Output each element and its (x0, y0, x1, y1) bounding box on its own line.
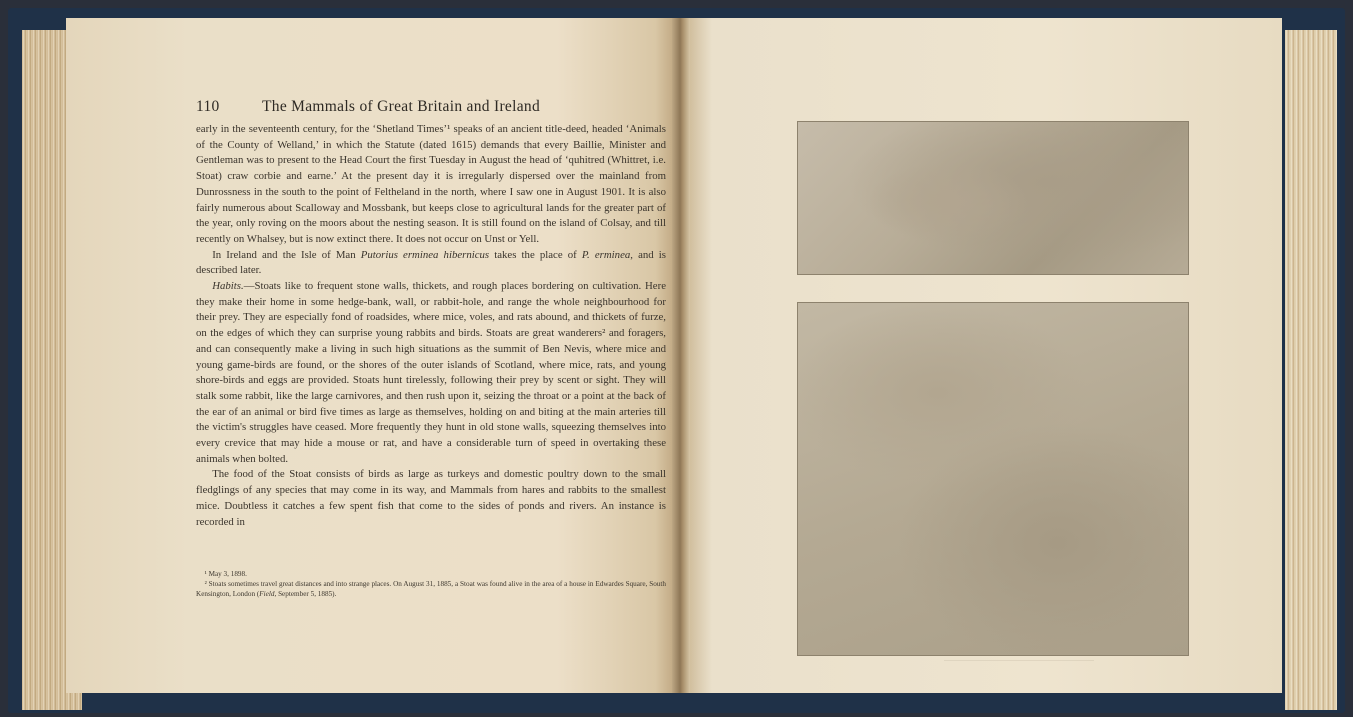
footnote-2: ² Stoats sometimes travel great distances and into strange places. On August 31, 1885, a Stoat was found alive in the area of a house in Edwardes Square, South Kensington, London (Field, September 5, 1885). (196, 580, 666, 598)
footnote-source: Field (259, 590, 275, 598)
species-name: Putorius erminea hibernicus (360, 248, 490, 261)
paragraph-1: early in the seventeenth century, for the ‘Shetland Times’¹ speaks of an ancient title-deed, headed ‘Animals of the County of Welland,’ in which the Statute (dated 1615) demands that every Baillie, Minister and Gentleman was to present to the Head Court the first Tuesday in August the head of ‘quhitred (Whittret, i.e. Stoat) craw corbie and earne.’ At the present day it is irregularly dispersed over the mainland from Dunrossness in the south to the point of Feltheland in the north, where I saw one in August 1901. It is also fairly numerous about Scalloway and Mossbank, but keeps close to agricultural lands for the greater part of the year, only roving on the moors about the nesting season. It is still found on the island of Colsay, and till recently on Whalsey, but is now extinct there. It does not occur on Unst or Yell. (196, 123, 666, 245)
species-name-2: P. erminea (581, 248, 631, 261)
body-text (196, 122, 666, 530)
running-title: The Mammals of Great Britain and Ireland (262, 98, 540, 115)
paragraph-3: Habits.—Stoats like to frequent stone walls, thickets, and rough places bordering on cultivation. Here they make their home in some hedge-bank, wall, or rabbit-hole, and range the whole neighbourhood for their prey. They are especially fond of roadsides, where mice, voles, and rats abound, and thickets of furze, on the edges of which they can surprise young rabbits and birds. Stoats are great wanderers² and foragers, and can consequently make a living in such high situations as the summit of Ben Nevis, where mice and young game-birds are found, or the shores of the outer islands of Scotland, where mice, rats, and young shore-birds and eggs are provided. Stoats hunt tirelessly, following their prey by scent or sight. They will stalk some rabbit, like the large carnivores, and then rush upon it, seizing the throat or a point at the back of the ear of an animal or bird five times as large as themselves, holding on and biting at the main arteries till the victim's struggles have ceased. More frequently they hunt in old stone walls, squeezing themselves into every crevice that may hide a mouse or rat, and have a considerable turn of speed in overtaking these animals when bolted. (196, 280, 666, 465)
stoat-plate-bottom (797, 302, 1189, 656)
page-number: 110 (196, 98, 220, 115)
plate-caption (944, 660, 1094, 679)
page-header (196, 98, 666, 116)
footnote-1: ¹ May 3, 1898. (204, 570, 247, 578)
stoat-plate-top (797, 121, 1189, 275)
habits-heading: Habits. (212, 280, 244, 293)
paragraph-4: The food of the Stoat consists of birds as large as turkeys and domestic poultry down to the small fledglings of any species that may come in its way, and Mammals from hares and rabbits to the smallest mice. Doubtless it catches a few spent fish that come to the sides of ponds and rivers. An instance is recorded in (196, 468, 666, 528)
right-page-edges (1285, 30, 1337, 710)
paragraph-2: In Ireland and the Isle of Man Putorius erminea hibernicus takes the place of P. erminea, and is described later. (196, 248, 666, 277)
book-gutter (672, 18, 690, 693)
footnotes (196, 569, 666, 599)
